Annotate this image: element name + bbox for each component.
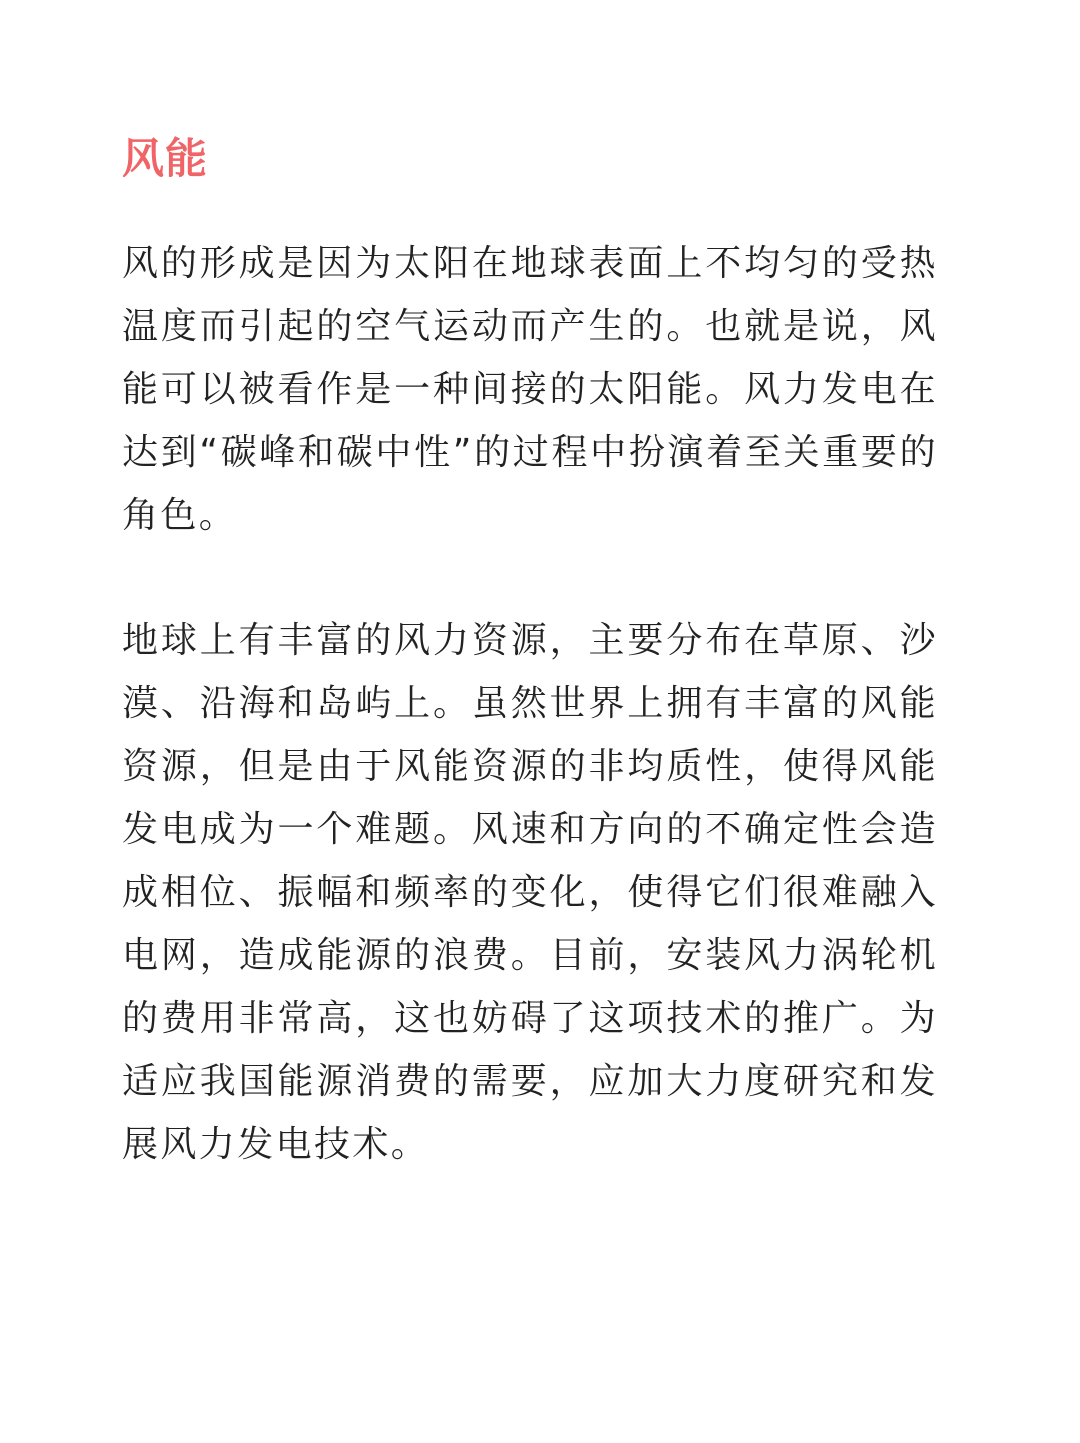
- article-paragraph-1: 风的形成是因为太阳在地球表面上不均匀的受热温度而引起的空气运动而产生的。也就是说，风能可以被看作是一种间接的太阳能。风力发电在达到“碳峰和碳中性”的过程中扮演着至关重要的角色。: [122, 243, 938, 536]
- article-title: 风能: [122, 134, 209, 183]
- article-paragraph-2: 地球上有丰富的风力资源，主要分布在草原、沙漠、沿海和岛屿上。虽然世界上拥有丰富的风能资源，但是由于风能资源的非均质性，使得风能发电成为一个难题。风速和方向的不确定性会造成相位、振幅和频率的变化，使得它们很难融入电网，造成能源的浪费。目前，安装风力涡轮机的费用非常高，这也妨碍了这项技术的推广。为适应我国能源消费的需要，应加大力度研究和发展风力发电技术。: [122, 620, 938, 1165]
